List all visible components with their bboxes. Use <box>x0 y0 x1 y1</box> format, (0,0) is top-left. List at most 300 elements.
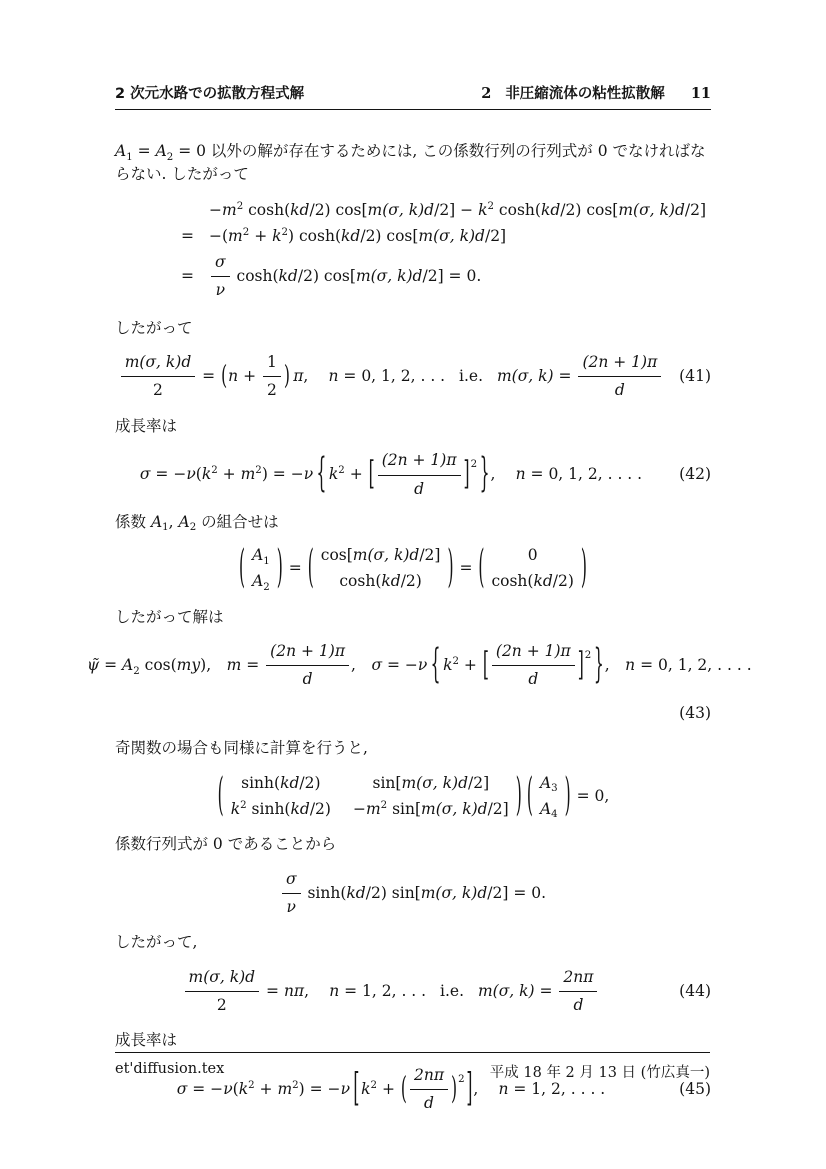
equation-42 <box>115 449 711 501</box>
math-run: cosh( <box>243 200 291 219</box>
math-run: /2) <box>552 572 574 591</box>
math-run: kd <box>341 226 361 245</box>
math-run: 3 <box>551 783 558 795</box>
math-column-vector <box>534 772 564 822</box>
math-run: 2 <box>211 465 218 477</box>
math-run: k <box>328 465 339 484</box>
math-run: ν <box>303 465 314 484</box>
header-right-group <box>481 82 711 103</box>
math-run: = <box>197 366 221 385</box>
math-run: A <box>155 142 167 160</box>
math-run: + <box>254 1079 278 1098</box>
math-run: −( <box>209 226 229 245</box>
math-run: 2 <box>584 650 592 662</box>
math-numerator <box>266 640 349 666</box>
math-run: 2 <box>263 581 270 593</box>
math-column-vector <box>485 544 579 594</box>
paragraph-therefore-2: したがって, <box>115 933 198 952</box>
math-run: , <box>168 512 179 531</box>
math-matrix-cell <box>353 798 509 821</box>
math-column-vector <box>315 544 447 594</box>
math-run: kd <box>290 200 310 219</box>
equation-line <box>115 199 711 222</box>
math-delimiter: } <box>479 450 490 497</box>
equation-42-body <box>115 449 667 501</box>
math-numerator <box>211 251 230 277</box>
math-run: = 0, 1, 2, . . . . <box>525 465 643 484</box>
math-run: 2 <box>189 522 197 534</box>
math-delimiter: [ <box>482 645 489 684</box>
math-run: nπ <box>283 981 305 1000</box>
math-delimiter: ) <box>276 540 283 594</box>
equation-41-body <box>115 351 667 403</box>
paragraph-determinant-zero: 係数行列式が 0 であることから <box>115 835 337 854</box>
math-run: A <box>539 773 552 792</box>
math-run: = − <box>187 1079 224 1098</box>
math-run: (2n + 1)π <box>381 451 457 470</box>
math-run: n <box>328 366 339 385</box>
math-run: ν <box>215 281 226 300</box>
math-run: sinh( <box>246 799 291 818</box>
math-run: cosh( <box>231 266 279 285</box>
math-run: = 1, 2, . . . . <box>508 1079 606 1098</box>
math-run: 2nπ <box>563 967 594 986</box>
header-left-section-title: 2 次元水路での拡散方程式解 <box>115 86 305 102</box>
math-run: d <box>424 1094 434 1113</box>
math-vector-row <box>540 772 558 795</box>
math-denominator <box>266 666 349 691</box>
math-fraction <box>211 251 230 303</box>
math-run: m <box>228 226 243 245</box>
equation-44-body <box>115 966 667 1018</box>
math-delimiter: ) <box>564 768 571 821</box>
math-run: cos[ <box>320 546 353 565</box>
math-run: A <box>122 655 134 674</box>
math-run: m(σ, k)d <box>401 773 469 792</box>
math-run: , <box>304 981 310 1000</box>
equation-rhs <box>209 201 706 219</box>
math-run: sinh( <box>302 883 347 902</box>
math-run: cosh( <box>339 572 382 591</box>
math-delimiter: ] <box>577 645 584 684</box>
math-run: 1 <box>162 522 169 534</box>
math-fraction <box>121 351 196 403</box>
math-fraction <box>378 449 461 501</box>
math-column-vector <box>246 544 276 594</box>
math-run: ( <box>232 1079 239 1098</box>
math-run: d <box>573 996 584 1015</box>
math-run: = <box>534 981 558 1000</box>
math-run: /2] <box>484 226 507 245</box>
math-run: 以外の解が存在するためには, この係数行列の行列式が 0 でなければならない. したがって <box>115 142 706 184</box>
math-run: n <box>498 1079 509 1098</box>
math-matrix-cell <box>231 798 331 821</box>
math-run: n <box>625 655 636 674</box>
math-run: kd <box>280 773 300 792</box>
math-run: /2) <box>309 799 331 818</box>
math-run: m(σ, k)d <box>367 200 435 219</box>
math-delimiter: ) <box>451 1070 458 1107</box>
equation-41 <box>115 351 711 403</box>
math-run: = <box>454 558 478 577</box>
math-run: = <box>283 558 307 577</box>
math-run: , <box>303 366 309 385</box>
math-run: (2n + 1)π <box>495 642 571 661</box>
math-run: −m <box>352 799 381 818</box>
math-run: = 1, 2, . . . <box>339 981 427 1000</box>
math-delimiter: ) <box>580 540 587 594</box>
math-run: ψ̃ <box>87 655 100 674</box>
equation-number-41: (41) <box>679 367 711 386</box>
math-run: = <box>261 981 284 1000</box>
math-denominator <box>492 666 575 691</box>
math-run: kd <box>540 200 561 219</box>
math-run: 2 <box>166 151 174 163</box>
equation-44 <box>115 966 711 1018</box>
math-numerator <box>282 868 301 894</box>
equation-line <box>115 225 711 248</box>
math-run: sinh( <box>241 773 281 792</box>
math-run: 2 <box>292 1080 299 1092</box>
math-matrix <box>225 772 515 822</box>
math-denominator <box>410 1090 448 1115</box>
math-delimiter: ) <box>515 768 522 821</box>
equation-number-44: (44) <box>679 982 711 1001</box>
math-run: m(σ, k)d <box>421 799 488 818</box>
math-run: 2nπ <box>413 1066 444 1085</box>
equation-coefficient-vectors <box>115 540 711 594</box>
math-run: σ <box>371 655 383 674</box>
math-run: /2) cos[ <box>560 200 619 219</box>
math-run: 4 <box>551 809 558 821</box>
math-run: σ <box>215 253 226 271</box>
math-run: kd <box>290 799 310 818</box>
math-run: −m <box>209 200 237 219</box>
math-run: m <box>240 465 256 484</box>
math-run: 2 <box>153 381 163 400</box>
math-run: 2 <box>236 200 244 212</box>
math-run: k <box>478 200 488 219</box>
math-run: m <box>277 1079 293 1098</box>
math-denominator <box>121 377 196 402</box>
math-run: ν <box>417 655 428 674</box>
math-fraction <box>263 351 281 403</box>
math-run: ν <box>286 898 296 917</box>
math-numerator <box>559 966 597 992</box>
math-run: cosh( <box>491 572 534 591</box>
math-vector-row <box>252 570 270 593</box>
math-run: (2n + 1)π <box>270 642 346 661</box>
math-run: k <box>361 1079 371 1098</box>
page-number: 11 <box>690 85 711 102</box>
math-run: i.e. <box>459 366 484 385</box>
math-run: π <box>293 366 304 385</box>
math-run: , <box>604 655 610 674</box>
math-fraction <box>266 640 349 692</box>
math-run: , <box>351 655 356 674</box>
math-run: 2 <box>487 200 494 212</box>
math-run: 1 <box>126 151 133 163</box>
math-run: my <box>176 655 201 674</box>
math-vector-row <box>528 544 538 567</box>
math-run: m <box>226 655 242 674</box>
math-delimiter: ( <box>526 768 533 821</box>
math-run: σ <box>176 1079 188 1098</box>
math-vector-row <box>339 570 421 593</box>
paragraph-growth-rate-1: 成長率は <box>115 416 178 435</box>
math-run: i.e. <box>440 981 465 1000</box>
paragraph-therefore-solution: したがって解は <box>115 607 224 626</box>
math-run: d <box>528 670 539 689</box>
math-run: 係数 <box>115 512 151 531</box>
math-run: 2 <box>380 800 388 812</box>
math-run: = <box>181 266 194 285</box>
math-delimiter: ( <box>239 540 246 594</box>
footer-row <box>115 1061 710 1085</box>
math-run: 2 <box>470 459 478 471</box>
math-run: m(σ, k)d <box>352 546 420 565</box>
math-run: /2] = 0. <box>422 266 482 285</box>
math-delimiter: [ <box>353 1065 360 1111</box>
math-delimiter: [ <box>368 454 375 493</box>
math-run: /2) cos[ <box>360 226 419 245</box>
math-run: 2 <box>248 1080 255 1092</box>
equation-odd-matrix-body <box>115 768 711 822</box>
math-run: k <box>272 226 282 245</box>
math-numerator <box>121 351 196 377</box>
math-run: /2) sin[ <box>365 883 421 902</box>
math-run: = − <box>382 655 418 674</box>
math-run: kd <box>346 883 366 902</box>
footer-rule <box>115 1052 710 1053</box>
math-fraction <box>578 351 661 403</box>
equation-43-body <box>87 640 752 692</box>
math-run: /2] − <box>434 200 479 219</box>
math-delimiter: ( <box>400 1070 407 1107</box>
footer-filename: et'diffusion.tex <box>115 1061 225 1077</box>
math-run: ) cosh( <box>288 226 342 245</box>
paragraph-odd-function: 奇関数の場合も同様に計算を行うと, <box>115 738 368 757</box>
math-delimiter: ] <box>466 1065 473 1111</box>
math-run: 2 <box>266 381 277 400</box>
math-run: ν <box>223 1079 233 1098</box>
equation-line <box>115 251 711 303</box>
math-run: A <box>252 546 264 565</box>
math-numerator <box>378 449 461 475</box>
math-vector-row <box>321 544 441 567</box>
math-run: ν <box>186 465 196 484</box>
equation-number-45: (45) <box>679 1080 711 1099</box>
header-rule <box>115 109 711 110</box>
math-delimiter: ] <box>463 454 470 493</box>
math-run: cos( <box>139 655 177 674</box>
footer-date: 平成 18 年 2 月 13 日 (竹広真一) <box>489 1065 710 1081</box>
paragraph-coefficients <box>115 511 711 534</box>
equation-coefficient-vectors-body <box>115 540 711 594</box>
paragraph-growth-rate-2: 成長率は <box>115 1031 178 1050</box>
math-run: 2 <box>338 465 345 477</box>
math-run: d <box>302 670 313 689</box>
math-denominator <box>263 377 281 402</box>
math-run: 2 <box>240 800 247 812</box>
math-run: 2 <box>133 665 140 677</box>
math-fraction <box>185 966 260 1018</box>
math-fraction <box>282 868 301 920</box>
math-run: /2] <box>419 546 441 565</box>
math-run: /2] <box>468 773 490 792</box>
math-run: ) = − <box>261 465 304 484</box>
math-delimiter: ( <box>217 768 224 821</box>
math-run: m(σ, k)d <box>124 353 192 372</box>
equation-sinh-condition <box>115 868 711 920</box>
math-run: + <box>217 465 241 484</box>
math-run: A <box>150 512 163 531</box>
math-run: + <box>249 226 273 245</box>
math-delimiter: ( <box>478 540 485 594</box>
math-run: k <box>230 799 241 818</box>
equation-rhs <box>209 253 482 300</box>
math-run: = <box>132 142 156 160</box>
math-run: σ <box>285 869 297 888</box>
math-run: kd <box>381 572 401 591</box>
math-run: , <box>490 465 496 484</box>
math-run: sin[ <box>387 799 422 818</box>
math-run: + <box>458 655 482 674</box>
math-run: /2] = 0. <box>487 883 547 902</box>
math-run: , <box>473 1079 479 1098</box>
equation-number-43: (43) <box>679 703 711 722</box>
math-run: /2] <box>487 799 509 818</box>
math-run: σ <box>139 465 151 484</box>
math-run: d <box>414 479 425 498</box>
math-run: kd <box>278 266 298 285</box>
math-run: /2) <box>400 572 422 591</box>
math-run: sin[ <box>372 773 402 792</box>
math-run: n <box>228 366 239 385</box>
math-run: k <box>201 465 212 484</box>
math-run: 1 <box>266 353 277 372</box>
math-run: 2 <box>216 996 227 1015</box>
equation-lhs <box>181 225 209 248</box>
math-run: = 0, <box>571 786 610 805</box>
math-run: ), <box>200 655 212 674</box>
math-run: /2) cos[ <box>297 266 356 285</box>
math-run: m(σ, k)d <box>418 226 485 245</box>
page-content <box>87 82 752 1126</box>
equation-determinant-expansion <box>115 199 711 303</box>
math-matrix-cell <box>373 772 490 795</box>
equation-rhs <box>209 227 506 245</box>
math-run: m(σ, k)d <box>420 883 488 902</box>
math-run: 2 <box>452 656 459 668</box>
math-run: ) = − <box>298 1079 341 1098</box>
math-run: d <box>614 381 625 400</box>
math-delimiter: ( <box>307 540 314 594</box>
equation-sinh-condition-body <box>115 868 711 920</box>
math-run: m(σ, k) <box>496 366 554 385</box>
math-run: 2 <box>255 465 262 477</box>
math-run: (2n + 1)π <box>582 353 658 372</box>
math-run: n <box>515 465 526 484</box>
math-run: = <box>99 655 122 674</box>
math-run: k <box>238 1079 249 1098</box>
math-delimiter: ) <box>447 540 454 594</box>
math-run: = <box>241 655 265 674</box>
header-right-section-title: 非圧縮流体の粘性拡散解 <box>505 86 665 102</box>
math-run: A <box>115 142 127 160</box>
math-run: = <box>553 366 577 385</box>
math-run: A <box>539 799 552 818</box>
paragraph-intro <box>115 140 711 187</box>
math-vector-row <box>491 570 573 593</box>
equation-43 <box>87 640 752 692</box>
equation-odd-matrix <box>115 768 711 822</box>
math-run: の組合せは <box>196 512 279 531</box>
math-vector-row <box>252 544 270 567</box>
math-run: = <box>181 226 194 245</box>
math-run: + <box>377 1079 400 1098</box>
equation-lhs <box>181 265 209 288</box>
math-numerator <box>578 351 661 377</box>
math-denominator <box>211 277 230 302</box>
math-run: kd <box>533 572 553 591</box>
math-run: /2] <box>684 200 707 219</box>
header-right-section-number: 2 <box>481 85 492 102</box>
math-run: n <box>329 981 340 1000</box>
math-numerator <box>185 966 260 992</box>
math-delimiter: ) <box>283 360 290 392</box>
math-run: 2 <box>242 227 250 239</box>
equation-number-42: (42) <box>679 465 711 484</box>
math-delimiter: ( <box>221 360 228 392</box>
page-footer <box>115 1052 710 1085</box>
math-run: /2) <box>299 773 321 792</box>
math-run: cosh( <box>494 200 541 219</box>
math-fraction <box>492 640 575 692</box>
math-run: m(σ, k) <box>477 981 535 1000</box>
math-run: ν <box>340 1079 350 1098</box>
math-denominator <box>185 992 260 1017</box>
math-matrix-cell <box>241 772 320 795</box>
math-delimiter: { <box>430 640 441 688</box>
math-run: 2 <box>458 1074 465 1086</box>
math-denominator <box>282 894 301 919</box>
math-run: ( <box>195 465 202 484</box>
math-fraction <box>559 966 597 1018</box>
math-run: k <box>443 655 453 674</box>
math-run: 2 <box>370 1080 378 1092</box>
math-delimiter: } <box>593 640 604 688</box>
math-delimiter: { <box>316 450 327 497</box>
math-denominator <box>559 992 597 1017</box>
math-numerator <box>263 351 281 377</box>
page-header <box>115 82 711 103</box>
math-run: 1 <box>263 555 270 567</box>
math-run: 2 <box>281 227 289 239</box>
math-denominator <box>378 476 461 501</box>
math-run: A <box>252 572 264 591</box>
math-numerator <box>492 640 575 666</box>
math-run: m(σ, k)d <box>618 200 685 219</box>
math-run: = 0, 1, 2, . . . . <box>635 655 752 674</box>
math-run: m(σ, k)d <box>188 967 256 986</box>
math-vector-row <box>540 798 558 821</box>
math-run: = 0 <box>173 142 211 160</box>
math-run: = − <box>150 465 187 484</box>
math-run: + <box>344 465 368 484</box>
math-run: A <box>178 512 190 531</box>
math-run: 0 <box>527 546 538 565</box>
